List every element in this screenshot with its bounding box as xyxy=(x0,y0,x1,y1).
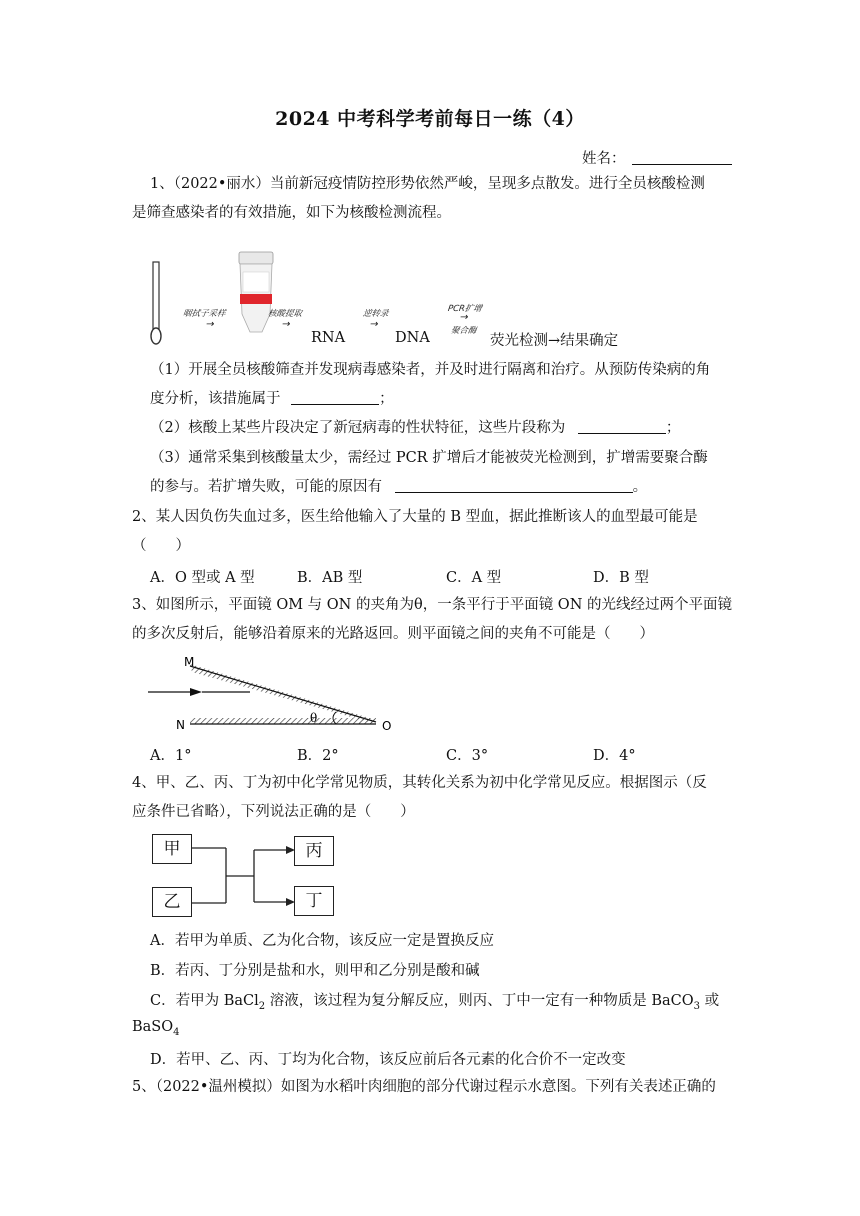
q1-line1: 1、（2022•丽水）当前新冠疫情防控形势依然严峻，呈现多点散发。进行全员核酸检测 xyxy=(150,176,705,192)
q4-option-a[interactable]: A．若甲为单质、乙为化合物，该反应一定是置换反应 xyxy=(150,933,494,949)
label-n: N xyxy=(176,718,185,732)
swab-and-tube-illustration xyxy=(140,244,320,350)
label-m: M xyxy=(184,655,195,669)
swab-tip xyxy=(151,328,161,344)
page-title: 2024 中考科学考前每日一练（4） xyxy=(275,108,585,130)
q1-sub3-end: 。 xyxy=(632,479,648,495)
name-blank[interactable] xyxy=(632,150,732,165)
mirror-figure xyxy=(140,648,400,738)
q4-option-c-cont-text: BaSO xyxy=(132,1019,174,1035)
q2-option-b[interactable]: B．AB 型 xyxy=(297,570,363,586)
ray-arrowhead xyxy=(190,688,202,696)
q4-option-d[interactable]: D．若甲、乙、丙、丁均为化合物，该反应前后各元素的化合价不一定改变 xyxy=(150,1052,626,1068)
q1-sub1-blank[interactable] xyxy=(291,390,379,405)
flow-step-sampling: 咽拭子采样 xyxy=(182,309,227,319)
name-label: 姓名： xyxy=(582,151,626,167)
q1-sub2-end: ； xyxy=(665,420,681,436)
q1-sub2-text: （2）核酸上某些片段决定了新冠病毒的性状特征，这些片段称为 xyxy=(150,420,566,436)
box-yi: 乙 xyxy=(152,887,192,917)
q2-option-c[interactable]: C．A 型 xyxy=(446,570,502,586)
q1-sub2-blank[interactable] xyxy=(578,419,666,434)
q3-option-c[interactable]: C．3° xyxy=(446,748,489,764)
q1-sub3-blank[interactable] xyxy=(395,478,633,493)
q4-option-c-sub1: 2 xyxy=(258,1000,266,1012)
tube-label-band xyxy=(240,294,272,304)
q2-line1: 2、某人因负伤失血过多，医生给他输入了大量的 B 型血，据此推断该人的血型最可能是 xyxy=(132,509,698,525)
q3-line2: 的多次反射后，能够沿着原来的光路返回。则平面镜之间的夹角不可能是（ ） xyxy=(132,626,654,642)
q2-option-a[interactable]: A．O 型或 A 型 xyxy=(150,570,255,586)
mirror-om xyxy=(190,666,376,722)
label-theta: θ xyxy=(310,711,318,725)
box-ding: 丁 xyxy=(294,886,334,916)
q1-line2: 是筛查感染者的有效措施，如下为核酸检测流程。 xyxy=(132,205,451,221)
q1-sub2 xyxy=(150,418,680,438)
q4-option-c-cont-sub: 4 xyxy=(173,1026,180,1038)
flow-arrow-4: → xyxy=(459,312,470,323)
q3-line1: 3、如图所示，平面镜 OM 与 ON 的夹角为θ，一条平行于平面镜 ON 的光线经过两个平面镜 xyxy=(132,597,732,613)
box-bing: 丙 xyxy=(294,836,334,866)
q4-line1: 4、甲、乙、丙、丁为初中化学常见物质，其转化关系为初中化学常见反应。根据图示（反 xyxy=(132,775,707,791)
q1-sub3-line2 xyxy=(150,477,647,497)
q4-option-c-cont xyxy=(132,1019,180,1038)
q1-sub1-end: ； xyxy=(379,391,394,407)
q4-line2: 应条件已省略），下列说法正确的是（ ） xyxy=(132,804,415,820)
tube-label xyxy=(243,272,269,292)
q3-option-b[interactable]: B．2° xyxy=(297,748,339,764)
flow-step-extract: 核酸提取 xyxy=(267,309,303,319)
q1-sub1-line2 xyxy=(150,389,394,409)
name-field xyxy=(582,147,732,168)
q4-option-c-part1: C．若甲为 BaCl xyxy=(150,993,259,1009)
flow-arrow-1: → xyxy=(205,319,216,330)
flow-dna: DNA xyxy=(395,330,430,346)
q4-option-c[interactable] xyxy=(150,989,719,1012)
q2-option-d[interactable]: D．B 型 xyxy=(593,570,649,586)
label-o: O xyxy=(382,719,392,733)
q1-sub3-line1: （3）通常采集到核酸量太少，需经过 PCR 扩增后才能被荧光检测到，扩增需要聚合酶 xyxy=(150,450,708,466)
q3-option-d[interactable]: D．4° xyxy=(593,748,636,764)
flow-step-pcr: PCR扩增 xyxy=(447,304,483,314)
q3-option-a[interactable]: A．1° xyxy=(150,748,192,764)
box-jia: 甲 xyxy=(152,834,192,864)
q1-sub3-text: 的参与。若扩增失败，可能的原因有 xyxy=(150,479,382,495)
flow-rna: RNA xyxy=(311,330,346,346)
flow-tail: 荧光检测→结果确定 xyxy=(490,333,619,349)
mirror-on-hatching xyxy=(190,718,376,724)
q1-sub1-text: 度分析，该措施属于 xyxy=(150,391,281,407)
tube-cap xyxy=(239,252,273,264)
q5-line1: 5、（2022•温州模拟）如图为水稻叶肉细胞的部分代谢过程示水意图。下列有关表述正确的 xyxy=(132,1079,716,1095)
q4-option-c-sub2: 3 xyxy=(693,1000,700,1012)
q1-sub1-line1: （1）开展全员核酸筛查并发现病毒感染者，并及时进行隔离和治疗。从预防传染病的角 xyxy=(150,362,711,378)
q4-option-b[interactable]: B．若丙、丁分别是盐和水，则甲和乙分别是酸和碱 xyxy=(150,963,480,979)
flow-arrow-2: → xyxy=(281,319,292,330)
q4-option-c-part3: 或 xyxy=(700,993,720,1009)
flow-step-reverse: 逆转录 xyxy=(362,309,390,319)
flow-step-polymerase: 聚合酶 xyxy=(450,326,478,336)
q2-line2: （ ） xyxy=(132,538,190,554)
q4-option-c-part2: 溶液，该过程为复分解反应，则丙、丁中一定有一种物质是 BaCO xyxy=(265,993,694,1009)
flow-arrow-3: → xyxy=(369,319,380,330)
swab-stick xyxy=(153,262,159,332)
